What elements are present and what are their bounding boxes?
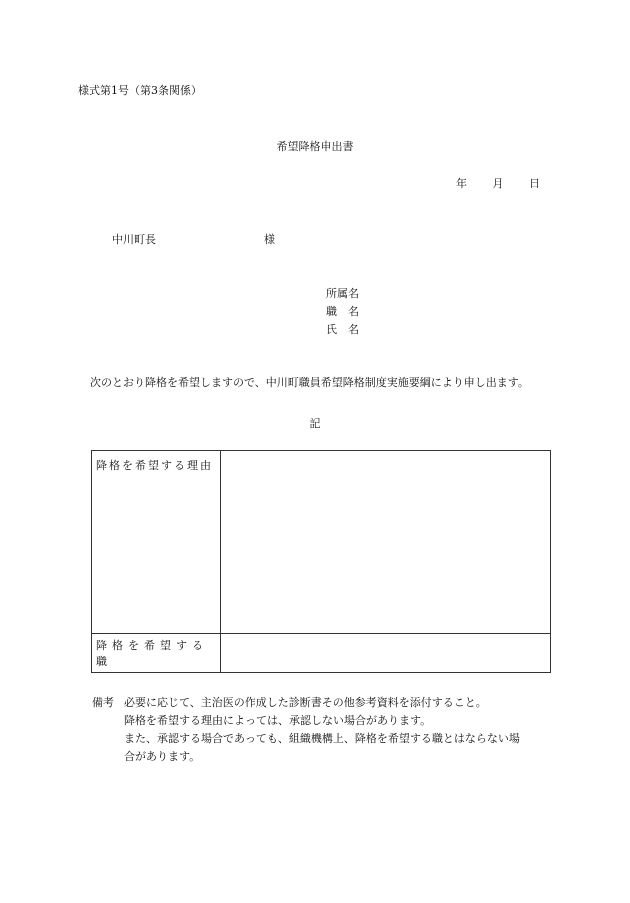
date-month-label: 月 (492, 177, 504, 190)
note-line-4: 合があります。 (124, 750, 201, 763)
affiliation-label: 所属名 (326, 287, 359, 300)
reason-field[interactable] (221, 451, 551, 634)
document-title: 希望降格申出書 (276, 140, 354, 153)
note-text-1: 必要に応じて、主治医の作成した診断書その他参考資料を添付すること。 (124, 696, 487, 709)
application-table (91, 450, 551, 673)
table-row-reason (92, 451, 551, 634)
name-label: 氏 名 (326, 323, 359, 336)
notes (92, 694, 520, 766)
reason-label: 降格を希望する理由 (92, 451, 221, 634)
date-line (456, 175, 540, 191)
form-number: 様式第1号（第3条関係） (78, 84, 202, 97)
applicant-block (326, 285, 359, 339)
addressee (112, 231, 275, 247)
date-day-label: 日 (529, 177, 540, 190)
addressee-honorific: 様 (264, 233, 275, 246)
note-line-3: また、承認する場合であっても、組織機構上、降格を希望する職とはならない場 (124, 732, 520, 745)
addressee-name: 中川町長 (112, 233, 156, 246)
note-line-2: 降格を希望する理由によっては、承認しない場合があります。 (124, 714, 432, 727)
desired-position-field[interactable] (221, 634, 551, 673)
record-mark: 記 (309, 417, 321, 430)
note-line-1 (92, 694, 520, 712)
date-year-label: 年 (456, 177, 467, 190)
table-row-position (92, 634, 551, 673)
position-label: 職 名 (326, 305, 359, 318)
body-text: 次のとおり降格を希望しますので、中川町職員希望降格制度実施要綱により申し出ます。 (90, 376, 529, 389)
notes-heading: 備考 (92, 696, 114, 709)
desired-position-label: 降格を希望する職 (92, 634, 221, 673)
